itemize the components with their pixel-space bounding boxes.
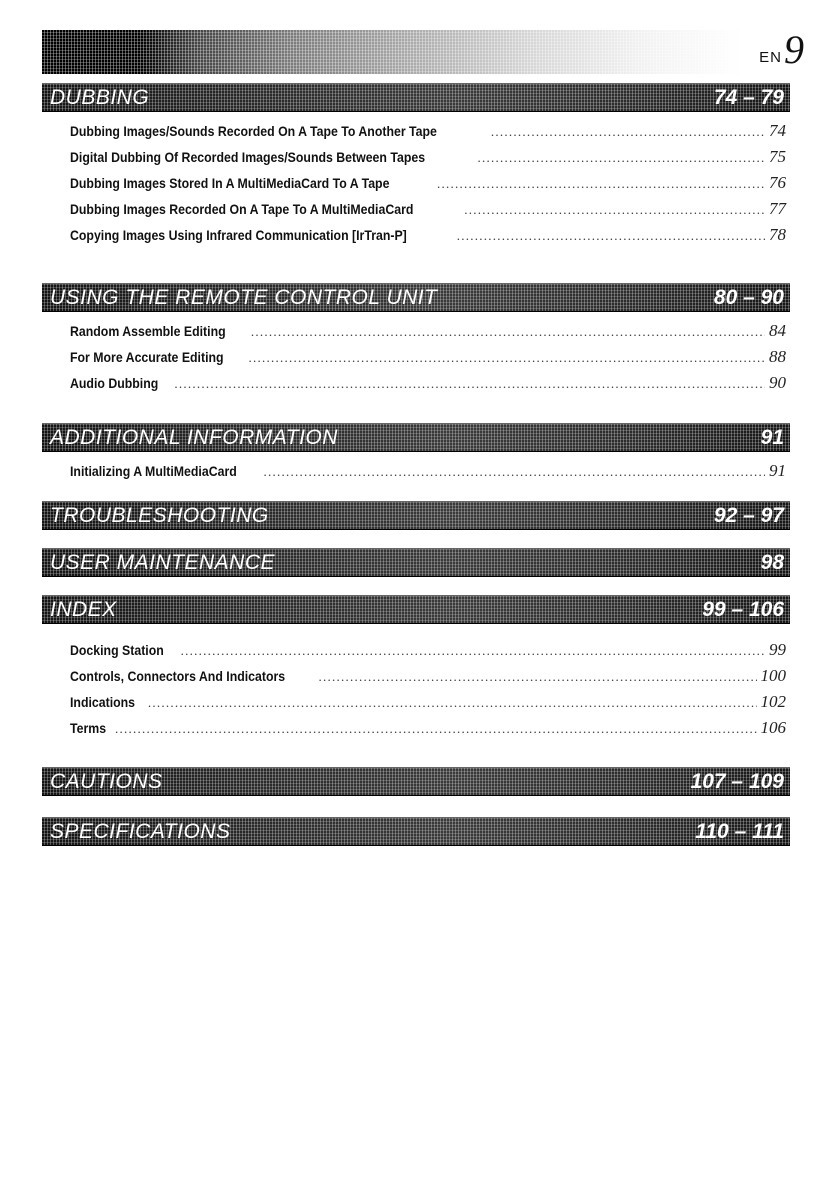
- section-page-range: 98: [760, 550, 784, 574]
- toc-entry-page: 91: [769, 461, 786, 480]
- section-title: USER MAINTENANCE: [50, 550, 276, 574]
- section-header-troubleshooting[interactable]: [42, 501, 790, 530]
- section-page-range: 91: [760, 425, 784, 449]
- section-page-range: 80 – 90: [713, 285, 784, 309]
- toc-entry[interactable]: [70, 318, 786, 344]
- toc-entry-page: 84: [769, 321, 786, 340]
- language-label: EN: [759, 49, 782, 66]
- toc-entry-title: Initializing A MultiMediaCard: [70, 463, 237, 479]
- dot-leader: [114, 690, 757, 716]
- section-title: USING THE REMOTE CONTROL UNIT: [50, 285, 438, 309]
- section-title: DUBBING: [50, 85, 150, 109]
- section-page-range: 74 – 79: [713, 85, 784, 109]
- dot-leader: [430, 197, 765, 223]
- dot-leader: [403, 171, 765, 197]
- toc-entry-page: 90: [769, 373, 786, 392]
- section-header-dubbing[interactable]: [42, 83, 790, 112]
- dot-leader: [147, 638, 765, 664]
- dot-leader: [217, 319, 765, 345]
- toc-entry[interactable]: [70, 118, 786, 144]
- toc-entry-title: Copying Images Using Infrared Communication [IrTran-P]: [70, 227, 407, 243]
- toc-entry-page: 99: [769, 640, 786, 659]
- toc-entry-page: 75: [769, 147, 786, 166]
- toc-entry[interactable]: [70, 144, 786, 170]
- toc-entry-title: Dubbing Images Recorded On A Tape To A MultiMediaCard: [70, 201, 414, 217]
- toc-entry-page: 100: [760, 666, 786, 685]
- page-number-value: 9: [784, 27, 804, 72]
- dot-leader: [230, 459, 765, 485]
- section-page-range: 92 – 97: [713, 503, 784, 527]
- toc-list-index: [70, 637, 786, 741]
- toc-entry[interactable]: [70, 715, 786, 741]
- toc-entry-page: 76: [769, 173, 786, 192]
- section-page-range: 99 – 106: [702, 597, 784, 621]
- page-number: [759, 24, 804, 70]
- section-title: SPECIFICATIONS: [50, 819, 231, 843]
- toc-entry-title: Terms: [70, 720, 107, 736]
- toc-entry-title: Dubbing Images Stored In A MultiMediaCard To A Tape: [70, 175, 390, 191]
- section-header-additional-information[interactable]: [42, 423, 790, 452]
- dot-leader: [140, 371, 765, 397]
- toc-list-dubbing: [70, 118, 786, 248]
- toc-entry-page: 74: [769, 121, 786, 140]
- toc-entry[interactable]: [70, 344, 786, 370]
- section-header-index[interactable]: [42, 595, 790, 624]
- toc-entry-title: Random Assemble Editing: [70, 323, 226, 339]
- dot-leader: [443, 145, 765, 171]
- dot-leader: [457, 119, 765, 145]
- section-title: CAUTIONS: [50, 769, 163, 793]
- dot-leader: [285, 664, 757, 690]
- section-header-remote-control[interactable]: [42, 283, 790, 312]
- section-title: TROUBLESHOOTING: [50, 503, 269, 527]
- dot-leader: [423, 223, 765, 249]
- section-page-range: 110 – 111: [695, 819, 784, 843]
- section-title: ADDITIONAL INFORMATION: [50, 425, 338, 449]
- toc-entry-title: Controls, Connectors And Indicators: [70, 668, 286, 684]
- section-header-specifications[interactable]: [42, 817, 790, 846]
- toc-list-remote-control: [70, 318, 786, 396]
- section-header-cautions[interactable]: [42, 767, 790, 796]
- toc-entry[interactable]: [70, 222, 786, 248]
- toc-entry[interactable]: [70, 458, 786, 484]
- toc-entry-title: For More Accurate Editing: [70, 349, 224, 365]
- section-header-user-maintenance[interactable]: [42, 548, 790, 577]
- header-gradient-bar: [42, 30, 742, 74]
- toc-entry-page: 102: [760, 692, 786, 711]
- toc-entry[interactable]: [70, 370, 786, 396]
- toc-entry[interactable]: [70, 170, 786, 196]
- toc-list-additional-information: [70, 458, 786, 484]
- dot-leader: [81, 716, 757, 742]
- toc-entry-title: Audio Dubbing: [70, 375, 159, 391]
- toc-entry[interactable]: [70, 663, 786, 689]
- toc-entry[interactable]: [70, 196, 786, 222]
- toc-entry-title: Dubbing Images/Sounds Recorded On A Tape To Another Tape: [70, 123, 437, 139]
- toc-entry-page: 88: [769, 347, 786, 366]
- toc-entry-title: Digital Dubbing Of Recorded Images/Sounds Between Tapes: [70, 149, 426, 165]
- toc-entry-title: Docking Station: [70, 642, 164, 658]
- toc-entry-page: 77: [769, 199, 786, 218]
- toc-entry-title: Indications: [70, 694, 136, 710]
- toc-entry[interactable]: [70, 637, 786, 663]
- toc-entry[interactable]: [70, 689, 786, 715]
- toc-entry-page: 78: [769, 225, 786, 244]
- section-title: INDEX: [50, 597, 117, 621]
- dot-leader: [215, 345, 765, 371]
- section-page-range: 107 – 109: [690, 769, 784, 793]
- toc-entry-page: 106: [760, 718, 786, 737]
